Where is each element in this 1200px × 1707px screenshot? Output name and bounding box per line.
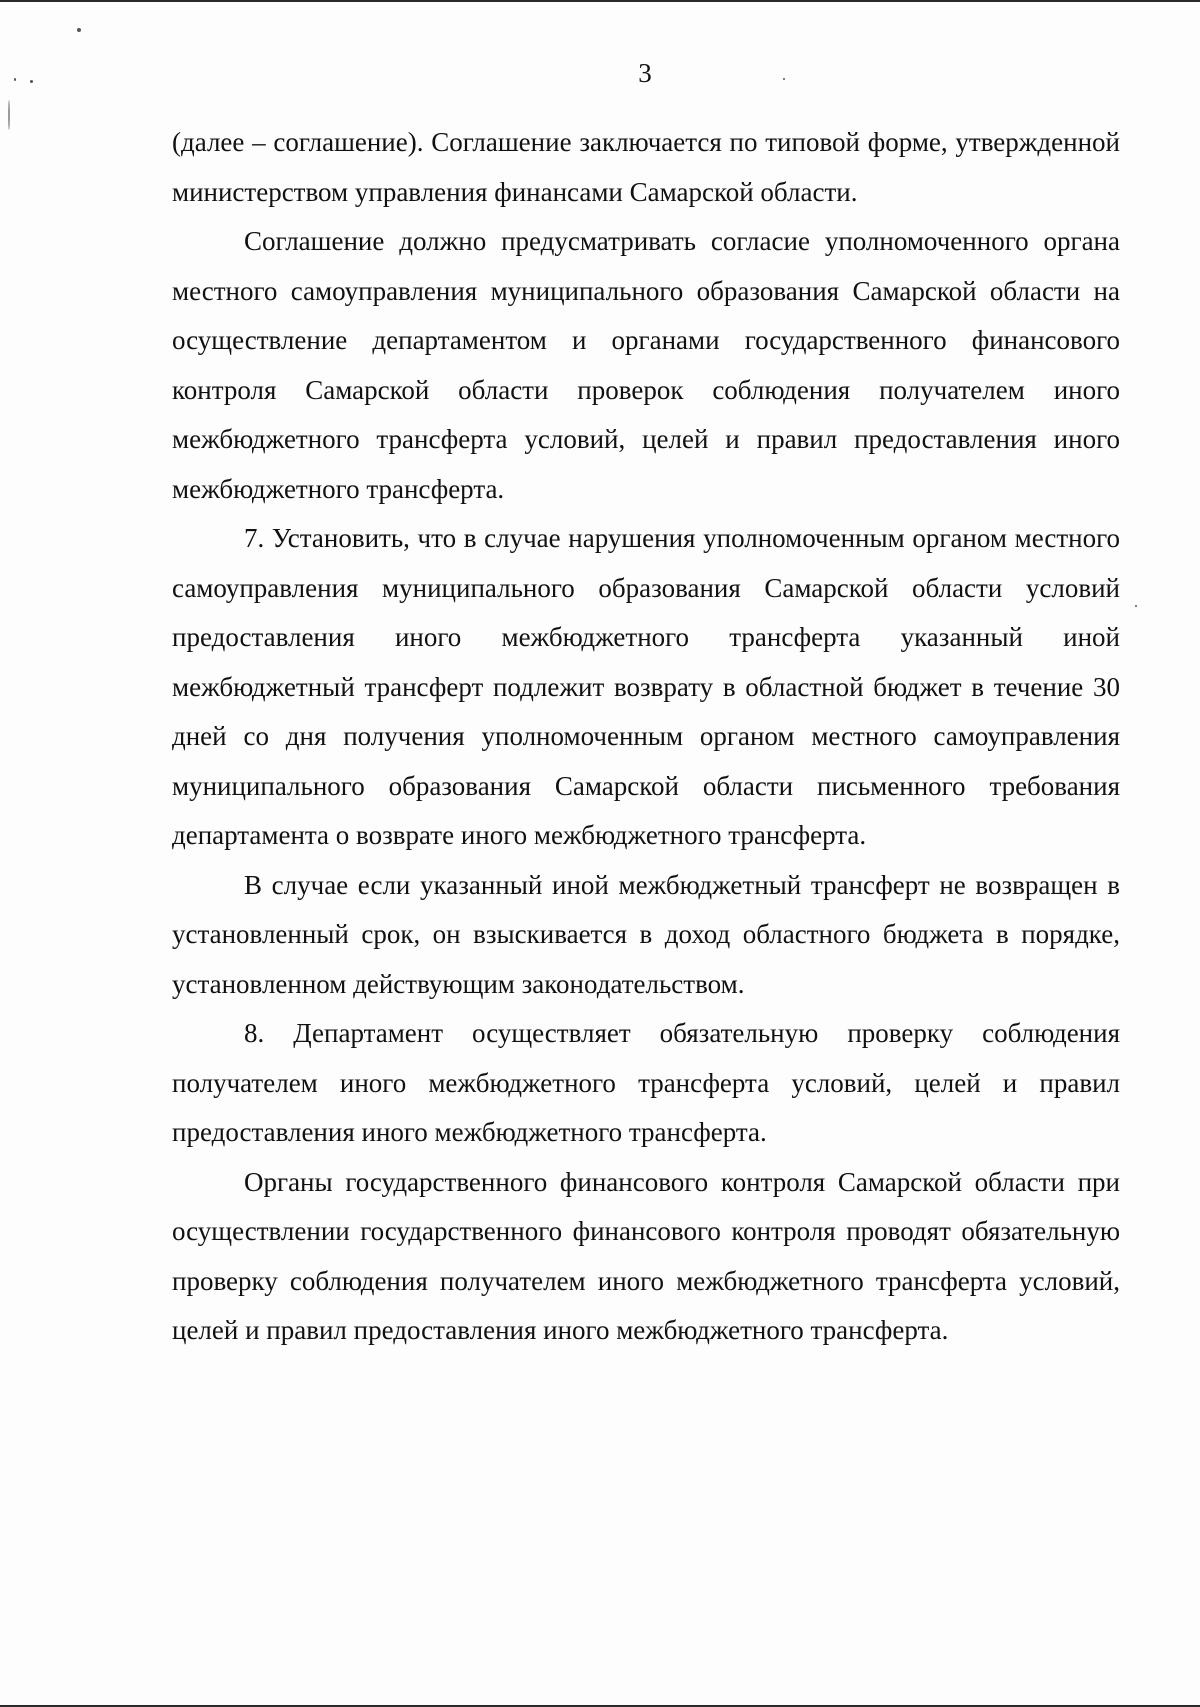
- page-number: 3: [638, 58, 652, 88]
- paragraph-1: (далее – соглашение). Соглашение заключается по типовой форме, утвержденной министерством управления финансами Самарской области.: [172, 127, 1120, 207]
- scan-top-edge: [0, 0, 1200, 2]
- paragraph-6: Органы государственного финансового контроля Самарской области при осуществлении государственного финансового контроля проводят обязательную проверку соблюдения получателем иного межбюджетного трансферта условий, целей и правил предоставления иного межбюджетного трансферта.: [172, 1166, 1120, 1345]
- paragraph-2: Соглашение должно предусматривать согласие уполномоченного органа местного самоуправления муниципального образования Самарской области на осуществление департаментом и органами государственного финансового контроля Самарской области проверок соблюдения получателем иного межбюджетного трансферта условий, целей и правил предоставления иного межбюджетного трансферта.: [172, 226, 1120, 504]
- paragraph-5: 8. Департамент осуществляет обязательную проверку соблюдения получателем иного межбюджетного трансферта условий, целей и правил предоставления иного межбюджетного трансферта.: [172, 1018, 1120, 1147]
- scan-speck: [77, 28, 81, 32]
- scan-speck: [8, 100, 10, 130]
- body-text: [172, 118, 1120, 1356]
- scan-speck: [1135, 605, 1137, 607]
- paragraph-3: 7. Установить, что в случае нарушения уполномоченным органом местного самоуправления муниципального образования Самарской области условий предоставления иного межбюджетного трансферта указанный иной межбюджетный трансферт подлежит возврату в областной бюджет в течение 30 дней со дня получения уполномоченным органом местного самоуправления муниципального образования Самарской области письменного требования департамента о возврате иного межбюджетного трансферта.: [172, 523, 1120, 850]
- paragraph-4: В случае если указанный иной межбюджетный трансферт не возвращен в установленный срок, он взыскивается в доход областного бюджета в порядке, установленном действующим законодательством.: [172, 869, 1120, 999]
